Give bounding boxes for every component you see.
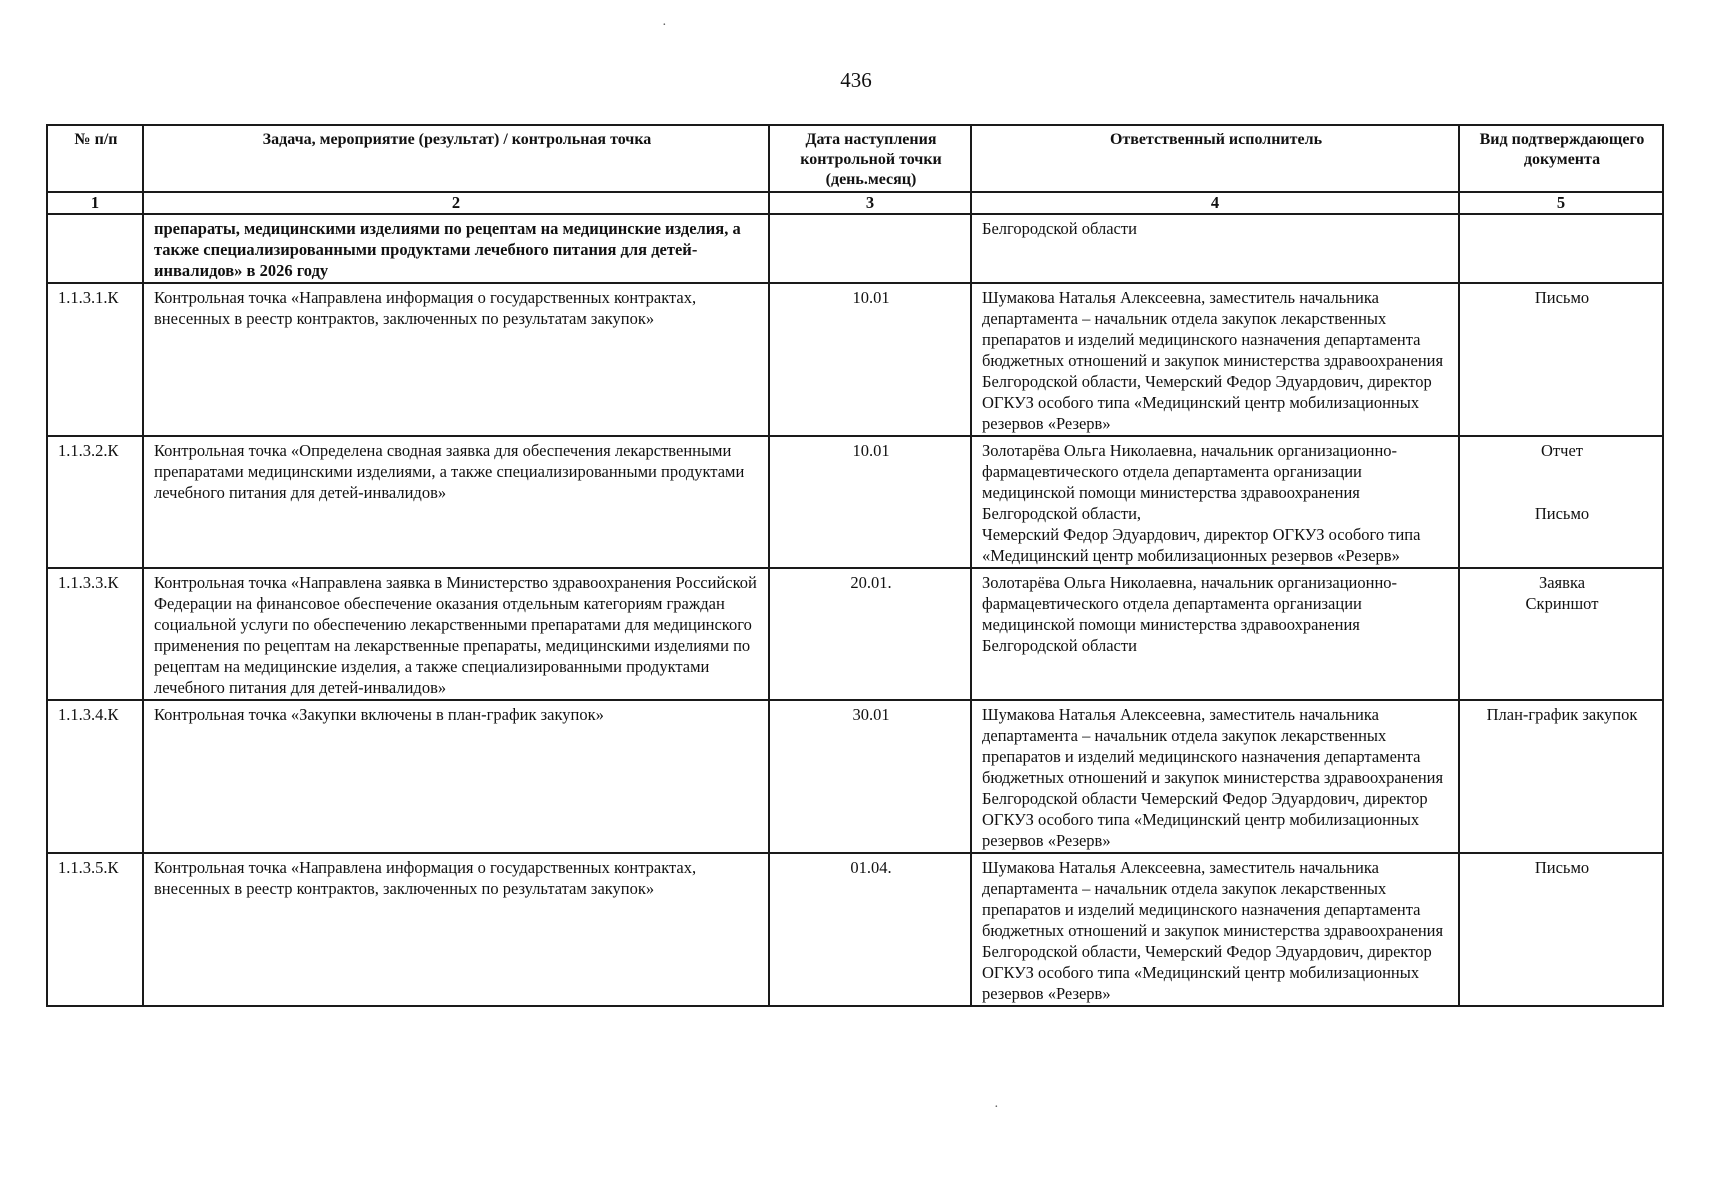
cell-document-type [1459,283,1663,436]
executor-text: Золотарёва Ольга Николаевна, начальник организационно-фармацевтического отдела департамента организации медицинской помощи министерства здравоохранения Белгородской области [982,573,1398,655]
column-number: 2 [143,192,769,214]
cell-number: 1.1.3.5.К [47,853,143,1006]
cell-document-type [1459,568,1663,700]
executor-text: Чемерский Федор Эдуардович, директор ОГКУЗ особого типа «Медицинский центр мобилизационных резервов «Резерв» [982,525,1421,565]
cell-task: препараты, медицинскими изделиями по рецептам на медицинские изделия, а также специализированными продуктами лечебного питания для детей-инвалидов» в 2026 году [143,214,769,283]
cell-document-type [1459,700,1663,853]
column-number: 4 [971,192,1459,214]
cell-number: 1.1.3.2.К [47,436,143,568]
document-type: Скриншот [1525,594,1599,613]
cell-number [47,214,143,283]
cell-executor: Белгородской области [971,214,1459,283]
column-number: 1 [47,192,143,214]
document-spacer [1470,461,1654,503]
table-header-row [47,125,1663,192]
column-number: 5 [1459,192,1663,214]
cell-task: Контрольная точка «Определена сводная заявка для обеспечения лекарственными препаратами медицинскими изделиями, а также специализированными продуктами лечебного питания для детей-инвалидов» [143,436,769,568]
document-type: План-график закупок [1486,705,1638,724]
column-number: 3 [769,192,971,214]
cell-executor [971,283,1459,436]
control-points-table [46,124,1664,1007]
scan-artifact-dot: · [994,1100,999,1115]
cell-task: Контрольная точка «Закупки включены в план-график закупок» [143,700,769,853]
cell-date [769,214,971,283]
document-type: Заявка [1538,573,1586,592]
table-row [47,568,1663,700]
cell-task: Контрольная точка «Направлена информация о государственных контрактах, внесенных в реестр контрактов, заключенных по результатам закупок» [143,853,769,1006]
header-task: Задача, мероприятие (результат) / контрольная точка [143,125,769,192]
cell-date: 10.01 [769,283,971,436]
page-number: 436 [840,68,872,92]
document-type: Письмо [1534,288,1590,307]
cell-document-type [1459,214,1663,283]
header-date: Дата наступления контрольной точки (день.месяц) [769,125,971,192]
executor-text: Шумакова Наталья Алексеевна, заместитель начальника департамента – начальник отдела закупок лекарственных препаратов и изделий медицинского назначения департамента бюджетных отношений и закупок министерства здравоохранения Белгородской области, Чемерский Федор Эдуардович, директор ОГКУЗ особого типа «Медицинский центр мобилизационных резервов «Резерв» [982,858,1444,1003]
cell-date: 10.01 [769,436,971,568]
table-row [47,700,1663,853]
header-number: № п/п [47,125,143,192]
table-row [47,436,1663,568]
cell-executor [971,700,1459,853]
scan-artifact-dot: · [662,18,667,33]
table-row-continuation [47,214,1663,283]
cell-number: 1.1.3.3.К [47,568,143,700]
cell-date: 01.04. [769,853,971,1006]
cell-document-type [1459,436,1663,568]
executor-text: Шумакова Наталья Алексеевна, заместитель начальника департамента – начальник отдела закупок лекарственных препаратов и изделий медицинского назначения департамента бюджетных отношений и закупок министерства здравоохранения Белгородской области, Чемерский Федор Эдуардович, директор ОГКУЗ особого типа «Медицинский центр мобилизационных резервов «Резерв» [982,288,1444,433]
executor-text: Шумакова Наталья Алексеевна, заместитель начальника департамента – начальник отдела закупок лекарственных препаратов и изделий медицинского назначения департамента бюджетных отношений и закупок министерства здравоохранения Белгородской области Чемерский Федор Эдуардович, директор ОГКУЗ особого типа «Медицинский центр мобилизационных резервов «Резерв» [982,705,1444,850]
cell-executor [971,436,1459,568]
executor-text: Золотарёва Ольга Николаевна, начальник организационно-фармацевтического отдела департамента организации медицинской помощи министерства здравоохранения Белгородской области, [982,441,1398,523]
cell-number: 1.1.3.1.К [47,283,143,436]
table-row [47,853,1663,1006]
cell-document-type [1459,853,1663,1006]
column-numbers-row [47,192,1663,214]
cell-date: 20.01. [769,568,971,700]
document-type: Письмо [1534,504,1590,523]
cell-executor [971,853,1459,1006]
cell-task: Контрольная точка «Направлена информация о государственных контрактах, внесенных в реестр контрактов, заключенных по результатам закупок» [143,283,769,436]
header-executor: Ответственный исполнитель [971,125,1459,192]
document-type: Письмо [1534,858,1590,877]
header-document-type: Вид подтверждающего документа [1459,125,1663,192]
cell-number: 1.1.3.4.К [47,700,143,853]
cell-executor [971,568,1459,700]
cell-date: 30.01 [769,700,971,853]
cell-task: Контрольная точка «Направлена заявка в Министерство здравоохранения Российской Федерации на финансовое обеспечение оказания отдельным категориям граждан социальной услуги по обеспечению лекарственными препаратами для медицинского применения по рецептам на лекарственные препараты, медицинскими изделиями по рецептам на медицинские изделия, а также специализированными продуктами лечебного питания для детей-инвалидов» [143,568,769,700]
document-type: Отчет [1541,441,1583,460]
table-row [47,283,1663,436]
